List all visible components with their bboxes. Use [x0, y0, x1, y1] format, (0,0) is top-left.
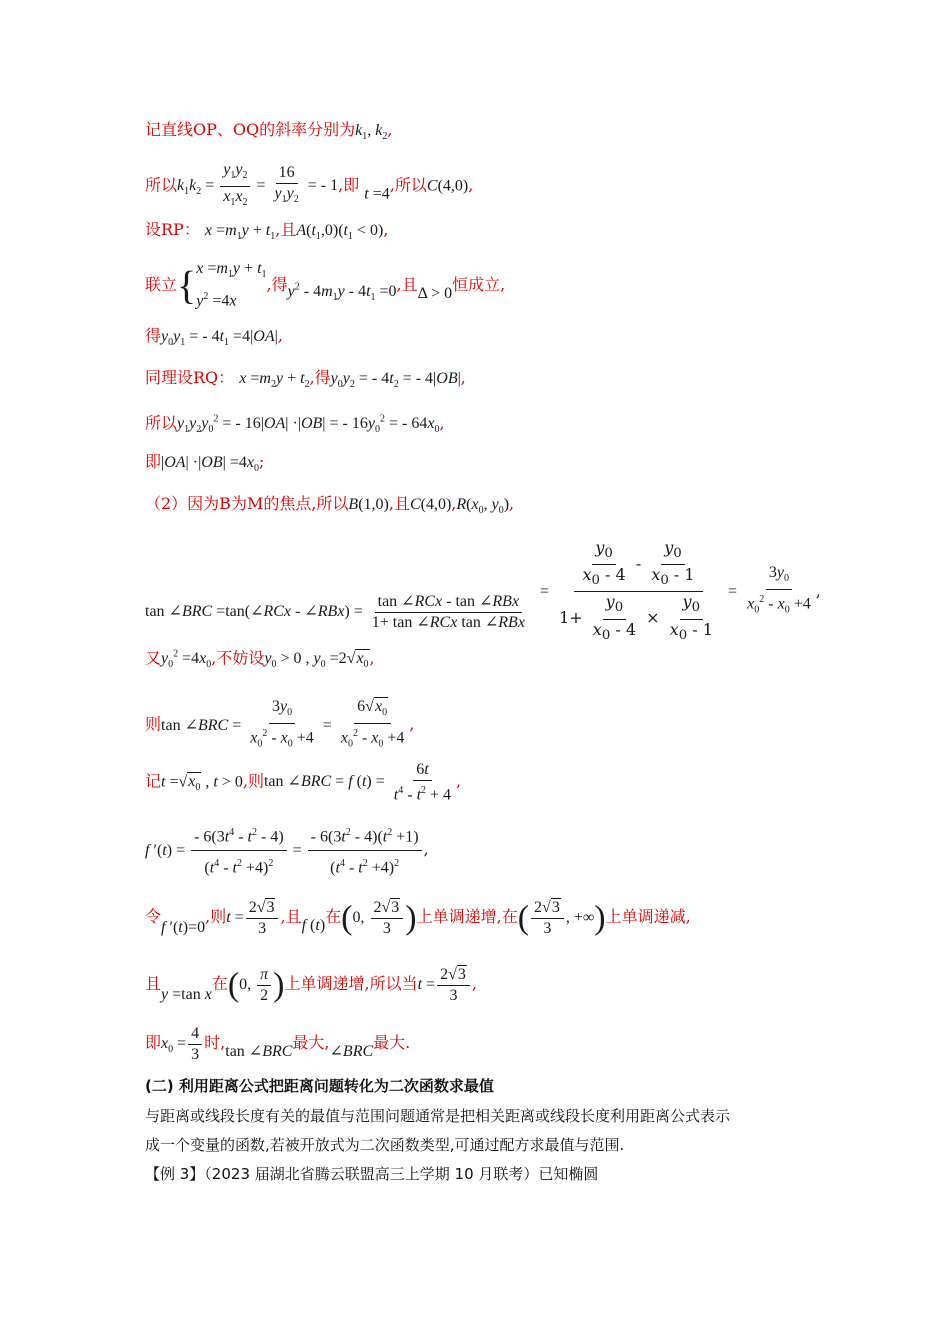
- product-formula: $k_1k_2$ = $\frac{y_1y_2}{x_1x_2}$ = $\frac{16}{y_1y_2}$ = - 1: [177, 161, 339, 209]
- text-set-rq: 同理设RQ：: [145, 368, 235, 387]
- example-title: 【例 3】（2023 届湖北省腾云联盟高三上学期 10 月联考）已知椭圆: [145, 1165, 599, 1183]
- text-get: 得: [271, 274, 288, 294]
- formula-tan-expand: = $\frac{y_0}{x_0 - 4}$ - $\frac{y_0}{x_0 - 1}$ 1+ $\frac{y_0}{x_0 - 4}$ × $\frac{y_0}{x_0 - 1}$ = $\frac{3y_0}{x_0^2 - x_0 +4}$ ,: [540, 538, 821, 643]
- text-on: 在: [325, 907, 342, 927]
- line-system: 联立{ $x =m_1y + t_1$ $y^2 =4x$ ,得$y^2 - 4m_1y - 4t_1 =0$,且Δ > 0恒成立,: [145, 260, 506, 310]
- line-set-rp: 设RP： $x =m_1y + t_1$,且$A(t_1,0)(t_1 < 0)$,: [145, 220, 389, 243]
- line-tan-brc: tan ∠BRC =tan(∠RCx - ∠RBx) = $\frac{\text{tan ∠RCx - tan ∠RBx}}{\text{1+ tan ∠RCx tan ∠RBx}}$: [145, 593, 525, 631]
- text-and4: 且: [285, 907, 302, 927]
- slopes-math: $k_1$, $k_2$: [355, 122, 388, 143]
- text-always: 恒成立: [452, 274, 501, 294]
- text-then2: 则: [247, 771, 264, 791]
- line-oa: 得$y_0y_1$ = - $4t_1 =4|OA|$,: [145, 326, 283, 349]
- section-para-1: 与距离或线段长度有关的最值与范围问题通常是把相关距离或线段长度利用距离公式表示: [145, 1107, 731, 1125]
- text-let2: 令: [145, 907, 162, 927]
- text-part2: （2）因为B为M的焦点,所以: [145, 494, 349, 513]
- text-and2: 且: [401, 274, 418, 294]
- line-ft: 记$t =√x_0$ , t > 0,则tan ∠BRC = f (t) = $\frac{6t}{t^4 - t^2 + 4}$ ,: [145, 761, 462, 804]
- text-get3: 得: [314, 368, 331, 387]
- text-and5: 且: [145, 974, 162, 994]
- line-monotone: 令f ′(t)=0,则t = $\frac{2√3}{3}$ ,且f (t)在(0, $\frac{2√3}{3}$ )上单调递增,在( $\frac{2√3}{3}$ , +∞)上单调递减,: [145, 899, 691, 937]
- line-assume: 又$y_0^2 =4x_0$,不妨设$y_0 > 0$ , $y_0 =2√x_0$,: [145, 648, 375, 671]
- text-max: 最大,: [292, 1033, 330, 1053]
- text-also: 又: [145, 648, 162, 668]
- text-increase: 上单调递增,在: [416, 907, 518, 927]
- line-tan-increase: 且y =tan x在(0, $\frac{\pi}{2}$ )上单调递增,所以当t = $\frac{2√3}{3}$ ,: [145, 966, 477, 1004]
- text-so: 所以: [145, 175, 178, 195]
- slopes-text: 记直线OP、OQ的斜率分别为: [145, 120, 356, 139]
- text-when2: 时,: [204, 1033, 226, 1053]
- text-and: 且: [280, 220, 297, 239]
- text-ie3: 即: [145, 1033, 162, 1053]
- text-so3: 所以: [145, 413, 178, 433]
- line-product-oa-ob: 所以$y_1y_2y_0^2$ = - 16|OA| ·|OB| = - $16y_0^2$ = - $64x_0$,: [145, 413, 445, 436]
- text-ie2: 即: [145, 452, 162, 471]
- text-when: 上单调递增,所以当: [284, 974, 418, 994]
- text-ie: 即: [343, 175, 360, 195]
- text-assume: 不妨设: [216, 648, 265, 668]
- text-so2: 所以: [394, 175, 427, 195]
- section-heading: (二) 利用距离公式把距离问题转化为二次函数求最值: [145, 1077, 494, 1095]
- text-then3: 则: [210, 907, 227, 927]
- line-oa-ob: 即$|OA| \cdot|OB| =4x_0$;: [145, 452, 265, 475]
- line-tan-result: 则tan ∠BRC = $\frac{3y_0}{x_0^2 - x_0 +4}$ = $\frac{6√x_0}{x_0^2 - x_0 +4}$ ,: [145, 698, 415, 750]
- text-then: 则: [145, 714, 162, 734]
- text-decrease: 上单调递减,: [605, 907, 691, 927]
- text-let: 记: [145, 771, 162, 791]
- text-set-rp: 设RP：: [145, 220, 200, 239]
- text-max2: 最大.: [373, 1033, 411, 1053]
- line-set-rq: 同理设RQ： $x =m_2y + t_2$,得$y_0y_2$ = - $4t_2$ = - 4|OB|,: [145, 368, 466, 391]
- text-and3: 且: [393, 494, 410, 513]
- line-conclusion: 即$x_0$ = $\frac{4}{3}$ 时,tan ∠BRC最大,∠BRC最大.: [145, 1025, 411, 1063]
- section-para-2: 成一个变量的函数,若被开放式为二次函数类型,可通过配方求最值与范围.: [145, 1136, 625, 1154]
- text-combine: 联立: [145, 274, 178, 294]
- text-get2: 得: [145, 326, 162, 345]
- line-derivative: f ′(t) = $\frac{- 6(3t^4 - t^2 - 4)}{(t^4 - t^2 +4)^2}$ = $\frac{- 6(3t^2 - 4)(t^2 +1)}{(t^4 - t^2 +4)^2}$ ,: [145, 820, 429, 882]
- line-part2: （2）因为B为M的焦点,所以B(1,0),且$C(4,0),R(x_0$, $y_0$),: [145, 494, 515, 517]
- line-product: 所以$k_1k_2$ = $\frac{y_1y_2}{x_1x_2}$ = $\frac{16}{y_1y_2}$ = - 1,即 t =4,所以C(4,0),: [145, 161, 474, 209]
- text-on2: 在: [211, 974, 228, 994]
- line-slopes: 记直线OP、OQ的斜率分别为$k_1$, $k_2$,: [145, 120, 393, 143]
